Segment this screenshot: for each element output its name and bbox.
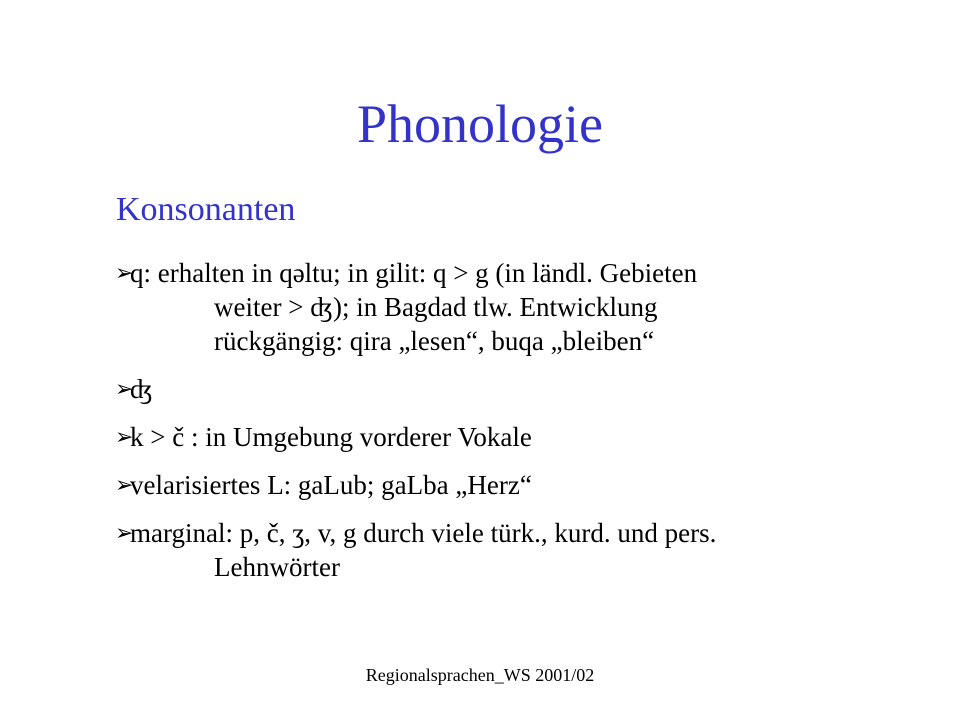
bullet-line: q: erhalten in qəltu; in gilit: q > g (in ländl. Gebieten <box>130 258 698 288</box>
bullet-line: k > č : in Umgebung vorderer Vokale <box>130 422 532 452</box>
bullet-line: marginal: p, č, ʒ, v, g durch viele türk., kurd. und pers. <box>130 518 717 548</box>
bullet-line: ʤ <box>130 374 153 404</box>
arrow-bullet-icon: ➢ <box>115 377 134 402</box>
bullet-line: Lehnwörter <box>214 552 340 582</box>
bullet-item <box>116 256 916 358</box>
bullet-list <box>116 256 916 598</box>
arrow-bullet-icon: ➢ <box>115 261 134 286</box>
bullet-line: velarisiertes L: gaLub; gaLba „Herz“ <box>130 470 532 500</box>
bullet-item <box>116 420 916 454</box>
slide-footer: Regionalsprachen_WS 2001/02 <box>365 665 595 685</box>
bullet-item <box>116 468 916 502</box>
bullet-item <box>116 372 916 406</box>
bullet-item <box>116 516 916 584</box>
arrow-bullet-icon: ➢ <box>115 425 134 450</box>
slide-title: Phonologie <box>356 94 603 154</box>
slide-subtitle: Konsonanten <box>116 191 296 228</box>
arrow-bullet-icon: ➢ <box>115 521 134 546</box>
bullet-line: rückgängig: qira „lesen“, buqa „bleiben“ <box>214 326 655 356</box>
arrow-bullet-icon: ➢ <box>115 473 134 498</box>
bullet-line: weiter > ʤ); in Bagdad tlw. Entwicklung <box>214 292 658 322</box>
